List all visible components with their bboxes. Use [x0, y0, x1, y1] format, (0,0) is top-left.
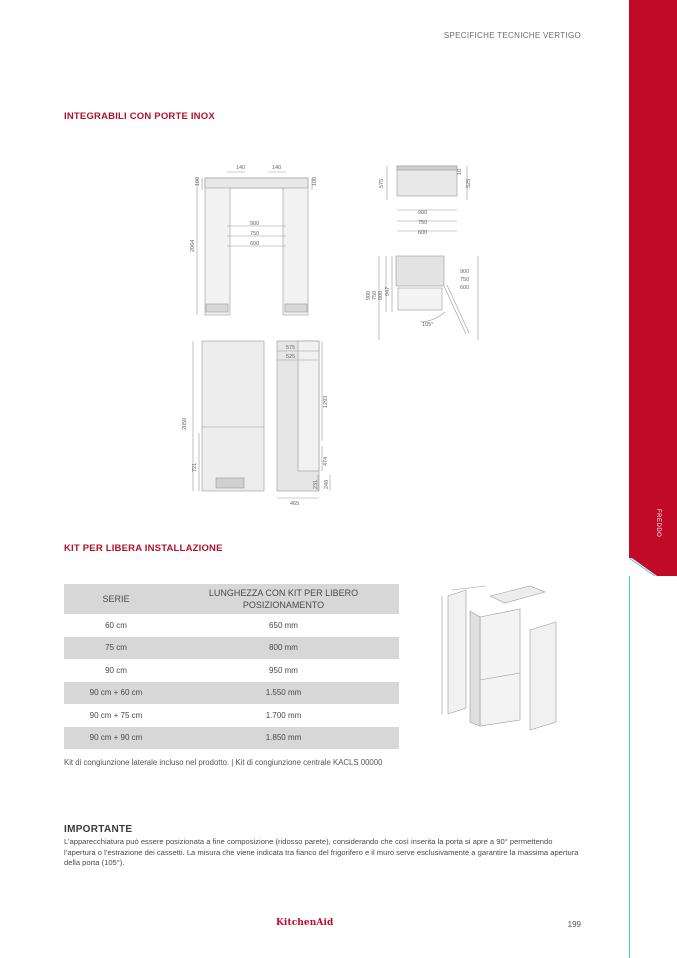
dim-elev-d575: 575	[286, 345, 296, 351]
page-number: 199	[567, 920, 581, 929]
free-installation-drawing	[442, 586, 556, 730]
table-row	[64, 727, 399, 750]
table-row	[64, 704, 399, 727]
dim-elev-d525: 525	[286, 354, 296, 360]
table-row	[64, 682, 399, 705]
dim-elev-h1293: 1293	[323, 395, 329, 408]
table-cell-serie: 90 cm + 60 cm	[64, 682, 168, 705]
table-cell-length: 950 mm	[269, 665, 298, 675]
dim-open-r3: 600	[460, 285, 470, 291]
dim-top-w3: 600	[418, 230, 428, 236]
table-cell-serie: 90 cm + 75 cm	[89, 710, 143, 720]
dim-open-h1: 900	[366, 290, 372, 300]
dim-elev-w465: 465	[290, 501, 300, 507]
table-cell-serie: 60 cm	[105, 620, 127, 630]
table-header-serie: SERIE	[64, 584, 168, 614]
table-cell-serie: 90 cm + 90 cm	[64, 727, 168, 750]
dim-open-h3: 600	[378, 290, 384, 300]
table-note: Kit di congiunzione laterale incluso nel prodotto. | Kit di congiunzione centrale KACLS 00000	[64, 758, 383, 767]
front-elevation-drawing	[193, 341, 264, 491]
dim-elev-lower: 721	[192, 462, 198, 472]
table-row	[64, 637, 399, 660]
table-cell-serie: 75 cm	[64, 637, 168, 660]
table-cell-length: 1.850 mm	[168, 727, 399, 750]
table-header-length: LUNGHEZZA CON KIT PER LIBERO POSIZIONAMENTO	[168, 584, 399, 614]
dim-front-w3: 600	[250, 241, 260, 247]
section-title-integrabili: INTEGRABILI CON PORTE INOX	[64, 111, 215, 122]
important-text: L’apparecchiatura può essere posizionata a fine composizione (ridosso parete), considerando che così inserita la porta si apre a 90° permettendo l’apertura o l’estrazione dei cassetti. La misura che viene indicata tra fianco del frigorifero e il muro serve esclusivamente a garantire la massima apertura della porta (105°).	[64, 837, 579, 868]
dim-top-depth: 575	[379, 178, 385, 188]
dim-top-depth2: 525	[466, 178, 472, 188]
dim-open-r1: 900	[460, 269, 470, 275]
section-title-kit: KIT PER LIBERA INSTALLAZIONE	[64, 543, 223, 554]
table-row	[64, 659, 399, 682]
important-title: IMPORTANTE	[64, 824, 133, 835]
dim-front-h-right: 100	[312, 176, 318, 186]
dim-front-w-right: 140	[272, 165, 282, 171]
dim-elev-total: 2050	[182, 417, 188, 430]
table-cell-serie: 90 cm	[105, 665, 127, 675]
dim-front-height: 2064	[190, 239, 196, 252]
header-title: SPECIFICHE TECNICHE VERTIGO	[443, 31, 581, 40]
dim-front-w1: 900	[250, 221, 260, 227]
table-cell-length: 800 mm	[168, 637, 399, 660]
dim-top-w2: 750	[418, 220, 428, 226]
dim-front-h-left: 100	[195, 176, 201, 186]
side-tab-label: FREDDO	[655, 508, 661, 538]
brand-logo: KitchenAid	[276, 918, 334, 928]
dim-elev-h248: 248	[324, 479, 330, 489]
side-elevation-drawing	[277, 341, 330, 498]
dim-open-r2: 750	[460, 277, 470, 283]
dim-front-w-left: 140	[236, 165, 246, 171]
table-cell-length: 650 mm	[269, 620, 298, 630]
dim-top-w1: 900	[418, 210, 428, 216]
table-cell-length: 1.550 mm	[168, 682, 399, 705]
dim-open-h947: 947	[385, 286, 391, 296]
table-cell-length: 1.700 mm	[265, 710, 302, 720]
table-row	[64, 614, 399, 637]
dim-front-w2: 750	[250, 231, 260, 237]
dim-elev-h231: 231	[313, 479, 319, 489]
kit-length-table	[64, 584, 399, 749]
dim-elev-h474: 474	[323, 456, 329, 466]
dim-open-angle: 105°	[422, 322, 434, 328]
dim-open-h2: 750	[372, 290, 378, 300]
dim-top-lip: 10	[457, 168, 463, 175]
